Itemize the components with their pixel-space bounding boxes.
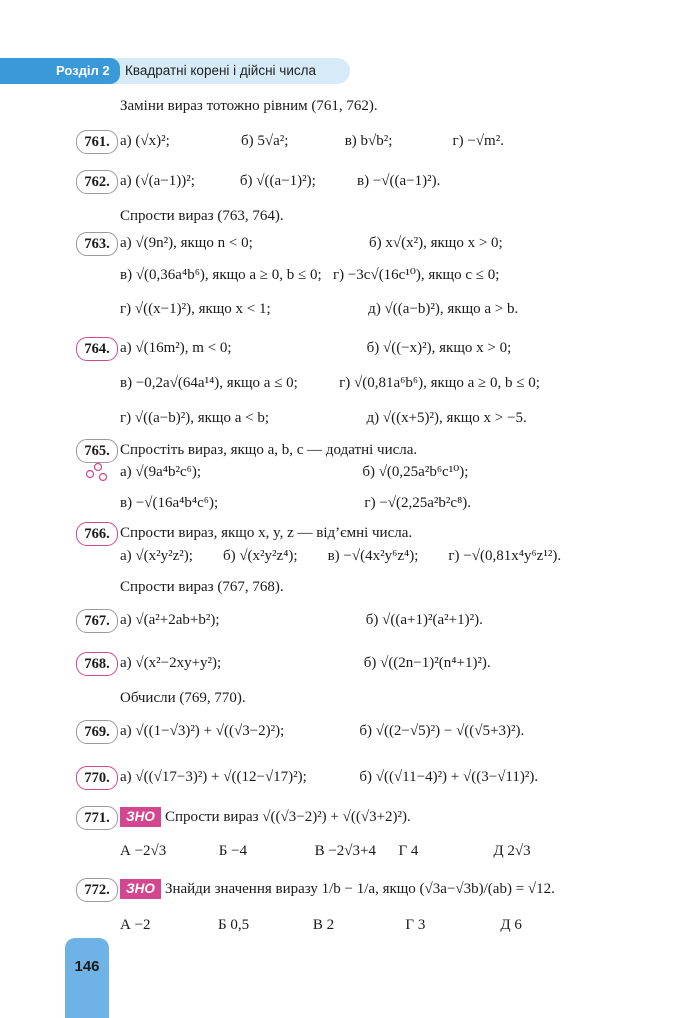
exercise-number-badge: 762. — [76, 170, 118, 194]
exercise-line — [120, 490, 471, 518]
exercise-text: а) √((√17−3)²) + √((12−√17)²); б) √((√11−4)²) + √((3−√11)²). — [120, 769, 539, 785]
exercise-text: Спрости вираз (763, 764). — [120, 208, 284, 224]
page-number-strip — [65, 938, 109, 1018]
exercise-number-badge: 769. — [76, 720, 118, 744]
exercise-line — [120, 685, 246, 713]
exercise-line — [120, 128, 504, 156]
exercise-text: Обчисли (769, 770). — [120, 690, 246, 706]
exercise-text: Спрости вираз, якщо x, y, z — від’ємні числа. — [120, 525, 413, 541]
exercise-line — [120, 405, 527, 433]
exercise-number-badge: 770. — [76, 766, 118, 790]
exercise-text: г) √((x−1)²), якщо x < 1; д) √((a−b)²), якщо a > b. — [120, 301, 519, 317]
exercise-line — [120, 459, 468, 487]
exercise-text: а) √(16m²), m < 0; б) √((−x)²), якщо x > 0; — [120, 340, 512, 356]
exercise-line — [120, 718, 524, 746]
exercise-number-badge: 772. — [76, 878, 118, 902]
exercise-text: а) (√(a−1))²; б) √((a−1)²); в) −√((a−1)²). — [120, 173, 441, 189]
exercise-number-badge: 763. — [76, 232, 118, 256]
exercise-line — [120, 804, 411, 832]
exercise-number-badge: 765. — [76, 439, 118, 463]
exercise-text: Спрости вираз √((√3−2)²) + √((√3+2)²). — [164, 809, 411, 825]
exercise-line — [120, 168, 440, 196]
exercise-number-badge: 767. — [76, 609, 118, 633]
exercise-number-badge: 771. — [76, 806, 118, 830]
exercise-line — [120, 543, 561, 571]
exercise-line — [120, 230, 503, 258]
exercise-text: а) (√x)²; б) 5√a²; в) b√b²; г) −√m². — [120, 133, 504, 149]
exercise-text: г) √((a−b)²), якщо a < b; д) √((x+5)²), якщо x > −5. — [120, 410, 527, 426]
exercise-text: а) √(9a⁴b²c⁶); б) √(0,25a²b⁶c¹⁰); — [120, 464, 469, 480]
exercise-number-badge: 766. — [76, 522, 118, 546]
exercise-line — [120, 370, 540, 398]
exercise-line — [120, 912, 522, 940]
exercise-line — [120, 93, 378, 121]
exercise-line — [120, 296, 518, 324]
exercise-text: Спрости вираз (767, 768). — [120, 579, 284, 595]
exercise-text: Заміни вираз тотожно рівним (761, 762). — [120, 98, 378, 114]
exercise-text: а) √(a²+2ab+b²); б) √((a+1)²(a²+1)²). — [120, 612, 483, 628]
exercise-text: Спростіть вираз, якщо a, b, c — додатні числа. — [120, 442, 418, 458]
exercise-text: Знайди значення виразу 1/b − 1/a, якщо (√3a−√3b)/(ab) = √12. — [164, 881, 555, 897]
exercise-number-badge: 764. — [76, 337, 118, 361]
exercise-text: а) √(x²−2xy+y²); б) √((2n−1)²(n⁴+1)²). — [120, 655, 491, 671]
zno-badge: ЗНО — [120, 807, 161, 827]
exercise-text: в) −√(16a⁴b⁴c⁶); г) −√(2,25a²b²c⁸). — [120, 495, 472, 511]
exercise-line — [120, 574, 284, 602]
exercise-text: А −2 Б 0,5 В 2 Г 3 Д 6 — [120, 917, 522, 933]
exercise-line — [120, 838, 531, 866]
exercise-line — [120, 876, 555, 904]
exercise-line — [120, 262, 499, 290]
page-number: 146 — [74, 958, 100, 975]
exercise-text: А −2√3 Б −4 В −2√3+4 Г 4 Д 2√3 — [120, 843, 531, 859]
exercise-line — [120, 607, 483, 635]
exercise-number-badge: 768. — [76, 652, 118, 676]
exercise-text: а) √(9n²), якщо n < 0; б) x√(x²), якщо x > 0; — [120, 235, 503, 251]
exercise-line — [120, 335, 511, 363]
zno-badge: ЗНО — [120, 879, 161, 899]
group-work-icon — [84, 462, 110, 482]
exercise-text: в) √(0,36a⁴b⁶), якщо a ≥ 0, b ≤ 0; г) −3c√(16c¹⁰), якщо c ≤ 0; — [120, 267, 500, 283]
exercise-text: а) √((1−√3)²) + √((√3−2)²); б) √((2−√5)²) − √((√5+3)²). — [120, 723, 525, 739]
exercise-text: в) −0,2a√(64a¹⁴), якщо a ≤ 0; г) √(0,81a⁶b⁶), якщо a ≥ 0, b ≤ 0; — [120, 375, 540, 391]
exercise-text: а) √(x²y²z²); б) √(x²y²z⁴); в) −√(4x²y⁶z⁴); г) −√(0,81x⁴y⁶z¹²). — [120, 548, 562, 564]
exercise-line — [120, 203, 284, 231]
chapter-title: Квадратні корені і дійсні числа — [125, 63, 316, 78]
exercise-line — [120, 650, 491, 678]
exercise-number-badge: 761. — [76, 130, 118, 154]
exercise-line — [120, 764, 538, 792]
section-label: Розділ 2 — [0, 58, 120, 84]
